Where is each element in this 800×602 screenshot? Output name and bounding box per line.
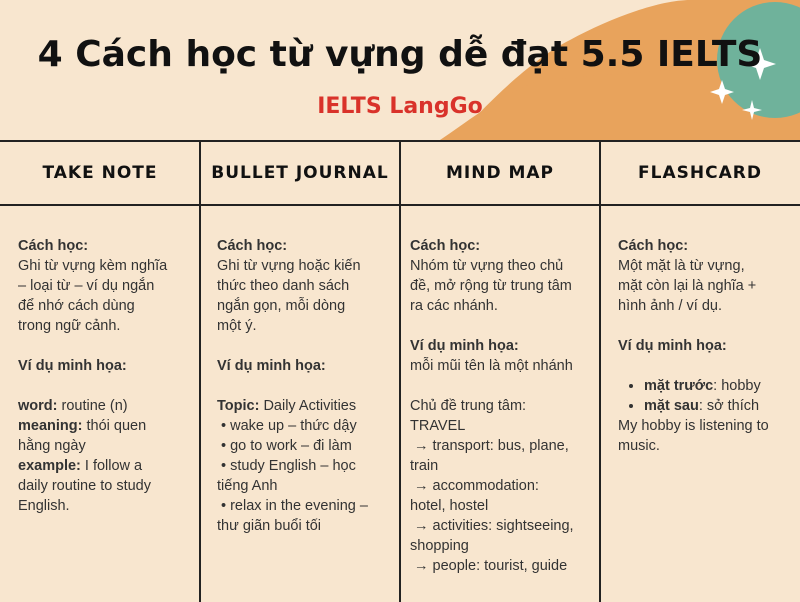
meaning-line: [18, 416, 196, 436]
meaning-value: thói quen: [82, 418, 147, 434]
front-label: mặt trước: [644, 378, 714, 394]
method-line: ngắn gọn, mỗi dòng: [217, 298, 346, 314]
flashcard-sides-list: [618, 376, 798, 416]
word-line: [18, 396, 196, 416]
list-item-continued: thư giãn buổi tối: [217, 518, 322, 534]
word-label: word:: [18, 398, 58, 414]
column-flashcard: [618, 236, 798, 456]
column-divider: [199, 142, 201, 602]
method-line: – loại từ – ví dụ ngắn: [18, 278, 155, 294]
method-line: để nhớ cách dùng: [18, 298, 135, 314]
column-take-note: [18, 236, 196, 516]
example-label: Ví dụ minh họa:: [618, 338, 727, 354]
back-value: : sở thích: [698, 398, 760, 414]
column-bullet-journal: [217, 236, 397, 536]
method-label: Cách học:: [618, 238, 689, 254]
method-line: mặt còn lại là nghĩa +: [618, 278, 757, 294]
list-item: • study English – học: [221, 458, 356, 474]
method-line: Ghi từ vựng hoặc kiến: [217, 258, 361, 274]
page-title: 4 Cách học từ vựng dễ đạt 5.5 IELTS: [37, 34, 763, 75]
front-value: : hobby: [713, 378, 761, 394]
example-label: Ví dụ minh họa:: [410, 338, 519, 354]
example-line: English.: [18, 498, 70, 514]
example-note: mỗi mũi tên là một nhánh: [410, 358, 573, 374]
center-topic-label: Chủ đề trung tâm:: [410, 398, 527, 414]
column-heading-mind-map: MIND MAP: [445, 163, 555, 183]
branch-item: → activities: sightseeing,: [414, 518, 574, 534]
branch-item: → people: tourist, guide: [414, 558, 568, 574]
word-value: routine (n): [57, 398, 128, 414]
list-item: [644, 376, 798, 396]
column-heading-flashcard: FLASHCARD: [638, 163, 762, 183]
branch-item: → accommodation:: [414, 478, 539, 494]
sentence-line: music.: [618, 438, 660, 454]
meaning-line-2: hằng ngày: [18, 438, 86, 454]
example-sentence-label: example:: [18, 458, 81, 474]
topic-line: [217, 396, 397, 416]
branch-item-continued: hotel, hostel: [410, 498, 489, 514]
column-heading-take-note: TAKE NOTE: [42, 163, 158, 183]
list-item: [644, 396, 798, 416]
meaning-label: meaning:: [18, 418, 83, 434]
method-line: ra các nhánh.: [410, 298, 498, 314]
method-label: Cách học:: [217, 238, 288, 254]
method-line: hình ảnh / ví dụ.: [618, 298, 722, 314]
column-divider: [599, 142, 601, 602]
example-line: daily routine to study: [18, 478, 151, 494]
back-label: mặt sau: [644, 398, 699, 414]
example-label: Ví dụ minh họa:: [217, 358, 326, 374]
branch-item-continued: train: [410, 458, 439, 474]
list-item: • go to work – đi làm: [221, 438, 352, 454]
method-label: Cách học:: [410, 238, 481, 254]
method-line: trong ngữ cảnh.: [18, 318, 121, 334]
column-heading-bullet-journal: BULLET JOURNAL: [211, 163, 389, 183]
list-item: • wake up – thức dậy: [221, 418, 357, 434]
example-sentence-value: I follow a: [80, 458, 143, 474]
branch-item: → transport: bus, plane,: [414, 438, 569, 454]
brand-logo: IELTS LangGo: [317, 94, 483, 119]
column-mind-map: [410, 236, 598, 576]
center-topic-value: TRAVEL: [410, 418, 466, 434]
topic-value: Daily Activities: [259, 398, 357, 414]
example-label: Ví dụ minh họa:: [18, 358, 127, 374]
method-line: thức theo danh sách: [217, 278, 350, 294]
method-label: Cách học:: [18, 238, 89, 254]
list-item-continued: tiếng Anh: [217, 478, 278, 494]
example-line: [18, 456, 196, 476]
method-line: Một mặt là từ vựng,: [618, 258, 745, 274]
branch-item-continued: shopping: [410, 538, 469, 554]
column-divider: [399, 142, 401, 602]
list-item: • relax in the evening –: [221, 498, 368, 514]
method-line: đề, mở rộng từ trung tâm: [410, 278, 572, 294]
method-line: Nhóm từ vựng theo chủ: [410, 258, 564, 274]
sentence-line: My hobby is listening to: [618, 418, 769, 434]
method-line: Ghi từ vựng kèm nghĩa: [18, 258, 168, 274]
method-line: một ý.: [217, 318, 257, 334]
topic-label: Topic:: [217, 398, 260, 414]
